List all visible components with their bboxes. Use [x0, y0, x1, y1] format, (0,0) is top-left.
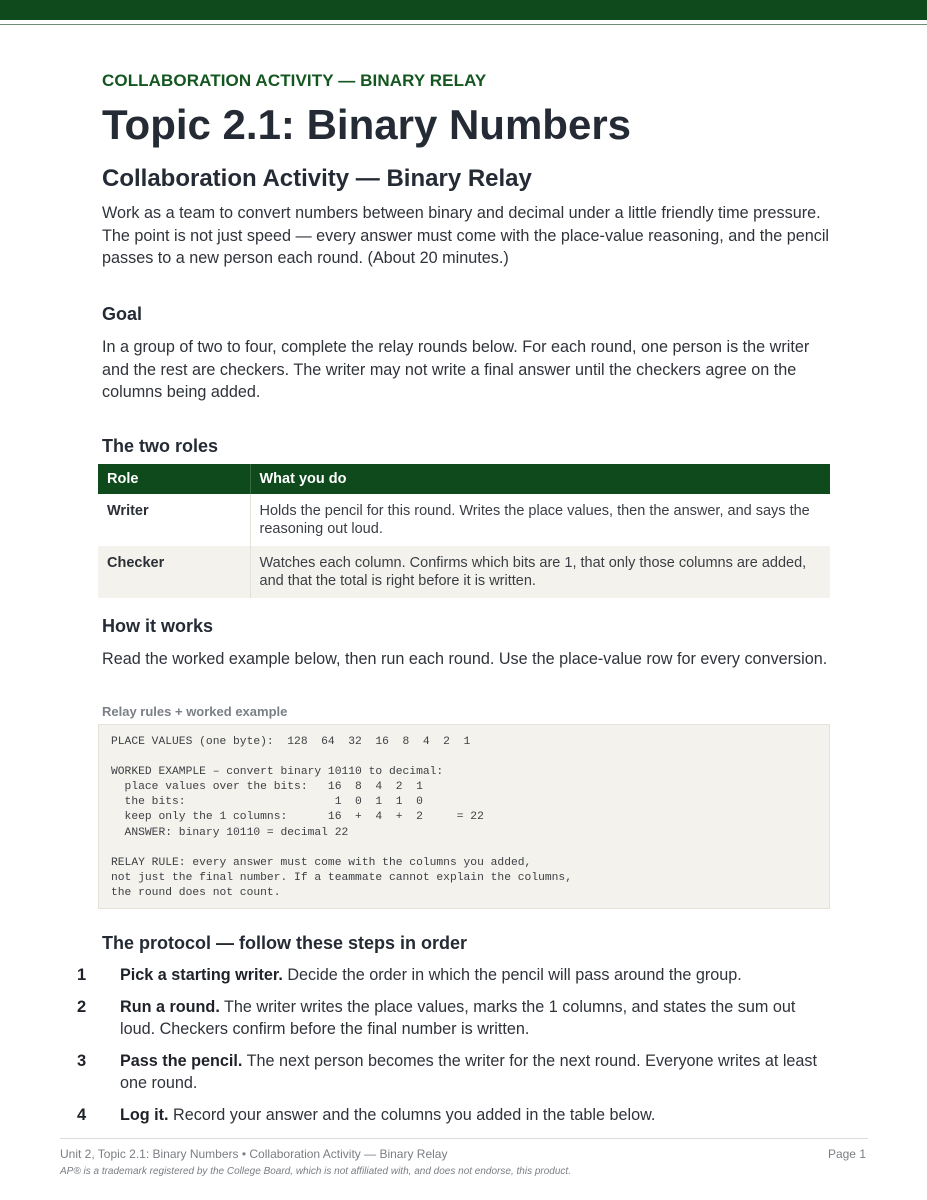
role-description-cell: Watches each column. Confirms which bits are 1, that only those columns are added, and that the total is right before it is written. [250, 546, 830, 598]
page-number: Page 1 [827, 1147, 866, 1161]
step-text: Record your answer and the columns you added in the table below. [168, 1105, 656, 1124]
step-number: 4 [77, 1105, 87, 1124]
roles-heading: The two roles [102, 436, 219, 456]
table-row [98, 546, 830, 598]
protocol-step [77, 964, 830, 987]
step-number: 1 [77, 966, 87, 984]
protocol-step [77, 996, 830, 1041]
worked-example-code: PLACE VALUES (one byte): 128 64 32 16 8 4 2 1 WORKED EXAMPLE – convert binary 10110 to decimal: place values over the bits: 16 8 4 2 1 the bits: 1 0 1 1 0 keep only the 1 columns: 16 + 4 + 2 = 22 ANSWER: binary 10110 = decimal 22 RELAY RULE: every answer must come with the columns you added, not just the final number. If a teammate cannot explain the columns, the round does not count. [111, 736, 572, 899]
step-lead: Pick a starting writer. [120, 966, 283, 984]
column-header-role: Role [98, 464, 250, 494]
step-lead: Log it. [120, 1105, 169, 1124]
step-text: Decide the order in which the pencil will pass around the group. [282, 966, 742, 984]
step-number: 3 [77, 1051, 87, 1070]
goal-paragraph: In a group of two to four, complete the relay rounds below. For each round, one person is the writer and the rest are checkers. The writer may not write a final answer until the checkers agree on the columns being added. [102, 338, 810, 401]
protocol-heading: The protocol — follow these steps in order [102, 933, 468, 953]
protocol-step [77, 1104, 830, 1127]
step-lead: Pass the pencil. [120, 1051, 243, 1070]
roles-table [98, 464, 830, 598]
page-title: Topic 2.1: Binary Numbers [102, 101, 632, 148]
footer-breadcrumb: Unit 2, Topic 2.1: Binary Numbers • Collaboration Activity — Binary Relay [60, 1147, 448, 1161]
step-lead: Run a round. [120, 997, 220, 1016]
code-block-label: Relay rules + worked example [102, 704, 288, 719]
footer-divider [60, 1138, 868, 1139]
role-name-cell: Checker [98, 546, 250, 598]
step-text: The next person becomes the writer for the next round. Everyone writes at least one round. [120, 1051, 818, 1092]
header-band [0, 0, 927, 20]
how-it-works-paragraph: Read the worked example below, then run each round. Use the place-value row for every conversion. [102, 650, 828, 668]
goal-heading: Goal [102, 304, 143, 324]
role-name-cell: Writer [98, 494, 250, 546]
page-subtitle: Collaboration Activity — Binary Relay [102, 165, 532, 192]
how-it-works-heading: How it works [102, 616, 214, 636]
intro-paragraph: Work as a team to convert numbers between binary and decimal under a little friendly time pressure. The point is not just speed — every answer must come with the place-value reasoning, and the pencil passes to a new person each round. (About 20 minutes.) [102, 204, 830, 267]
step-text: The writer writes the place values, marks the 1 columns, and states the sum out loud. Checkers confirm before the final number is written. [120, 997, 796, 1038]
protocol-step [77, 1050, 830, 1095]
protocol-steps [77, 964, 830, 1126]
header-rule [0, 24, 927, 25]
table-row [98, 494, 830, 546]
step-number: 2 [77, 997, 87, 1016]
activity-eyebrow: COLLABORATION ACTIVITY — BINARY RELAY [102, 71, 487, 90]
worked-example-code-block [98, 724, 830, 909]
roles-table-header [98, 464, 830, 494]
trademark-notice: AP® is a trademark registered by the College Board, which is not affiliated with, and does not endorse, this product. [60, 1166, 571, 1177]
role-description-cell: Holds the pencil for this round. Writes the place values, then the answer, and says the reasoning out loud. [250, 494, 830, 546]
column-header-what-you-do: What you do [250, 464, 830, 494]
